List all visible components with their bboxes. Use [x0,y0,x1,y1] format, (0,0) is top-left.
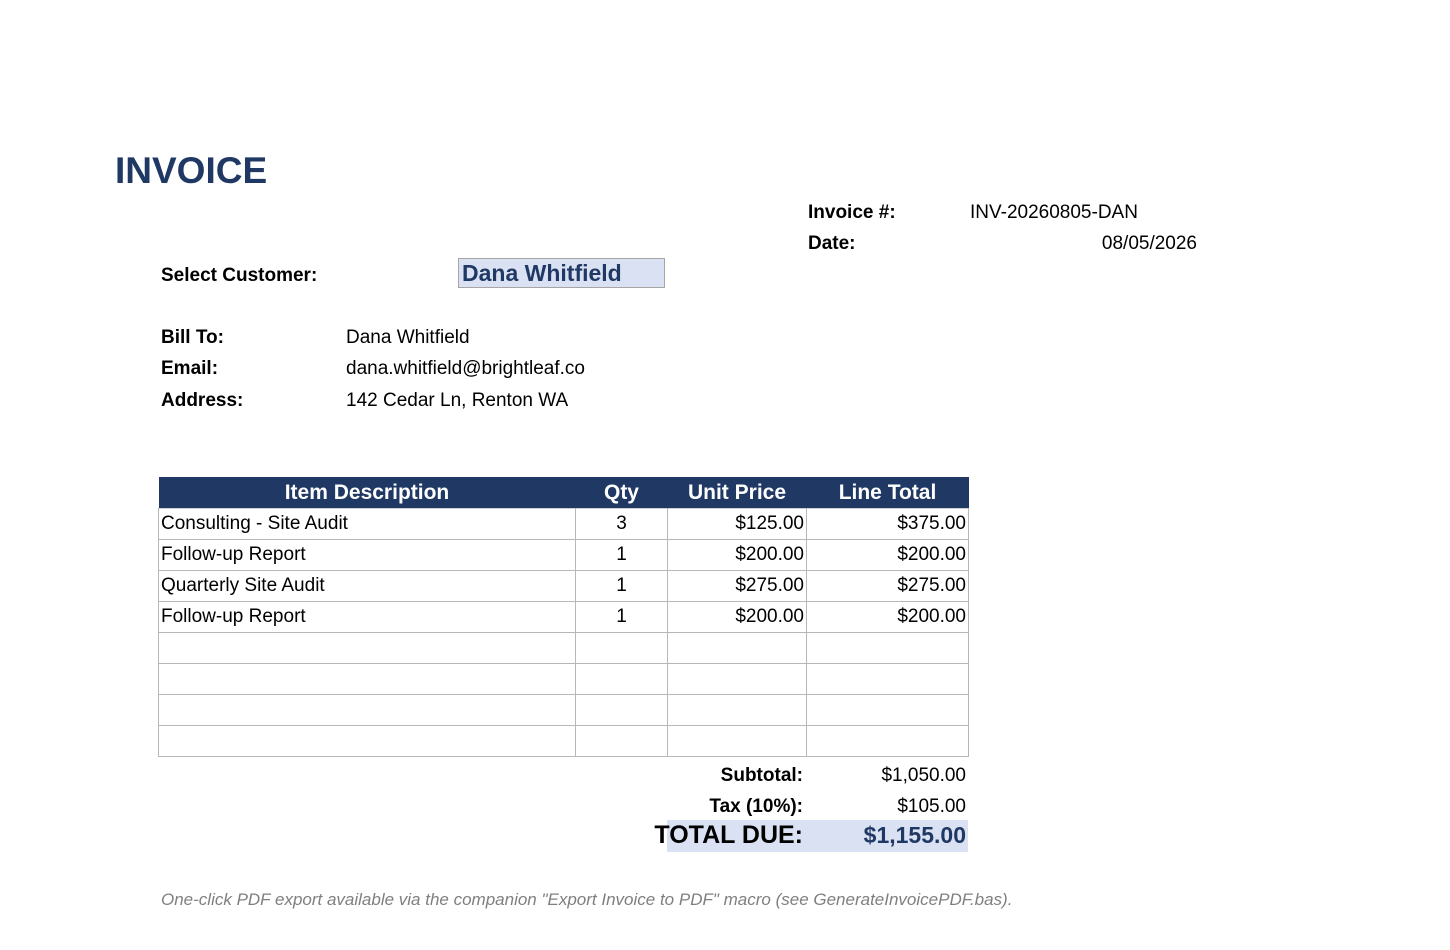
tax-label: Tax (10%): [709,796,803,817]
address-label: Address: [161,390,244,411]
header-unit-price: Unit Price [668,477,807,509]
item-description-cell[interactable] [159,664,576,695]
tax-value: $105.00 [897,796,966,817]
header-qty: Qty [576,477,668,509]
item-description-cell[interactable]: Follow-up Report [159,602,576,633]
table-row [159,602,969,633]
invoice-number-label: Invoice #: [808,202,896,223]
date-value[interactable]: 08/05/2026 [1101,233,1197,254]
date-label: Date: [808,233,856,254]
select-customer-label: Select Customer: [161,265,318,286]
unit-price-cell[interactable] [668,695,807,726]
table-header-row [159,477,969,509]
qty-cell[interactable] [576,633,668,664]
customer-select-dropdown[interactable]: Dana Whitfield [458,258,665,288]
qty-cell[interactable]: 1 [576,571,668,602]
email-value: dana.whitfield@brightleaf.co [346,358,585,379]
item-description-cell[interactable]: Follow-up Report [159,540,576,571]
line-items-table [158,477,969,757]
total-due-label: TOTAL DUE: [654,821,803,849]
unit-price-cell[interactable]: $200.00 [668,602,807,633]
pdf-export-footnote: One-click PDF export available via the companion "Export Invoice to PDF" macro (see GenerateInvoicePDF.bas). [161,890,1013,909]
qty-cell[interactable]: 3 [576,509,668,540]
invoice-number-value[interactable]: INV-20260805-DAN [970,202,1138,223]
line-total-cell[interactable]: $200.00 [807,540,969,571]
table-row [159,726,969,757]
line-total-cell[interactable]: $200.00 [807,602,969,633]
table-row [159,664,969,695]
table-row [159,571,969,602]
line-total-cell[interactable] [807,726,969,757]
line-total-cell[interactable] [807,664,969,695]
unit-price-cell[interactable] [668,664,807,695]
header-item-description: Item Description [159,477,576,509]
unit-price-cell[interactable] [668,633,807,664]
item-description-cell[interactable]: Consulting - Site Audit [159,509,576,540]
line-total-cell[interactable]: $375.00 [807,509,969,540]
subtotal-label: Subtotal: [720,765,803,786]
unit-price-cell[interactable]: $125.00 [668,509,807,540]
bill-to-label: Bill To: [161,327,224,348]
unit-price-cell[interactable]: $275.00 [668,571,807,602]
line-total-cell[interactable] [807,633,969,664]
invoice-title: INVOICE [115,150,268,191]
header-line-total: Line Total [807,477,969,509]
unit-price-cell[interactable]: $200.00 [668,540,807,571]
line-total-cell[interactable]: $275.00 [807,571,969,602]
item-description-cell[interactable]: Quarterly Site Audit [159,571,576,602]
total-due-value: $1,155.00 [863,822,966,848]
item-description-cell[interactable] [159,695,576,726]
unit-price-cell[interactable] [668,726,807,757]
table-row [159,633,969,664]
line-total-cell[interactable] [807,695,969,726]
item-description-cell[interactable] [159,633,576,664]
qty-cell[interactable] [576,726,668,757]
address-value: 142 Cedar Ln, Renton WA [346,390,569,411]
table-row [159,540,969,571]
qty-cell[interactable] [576,664,668,695]
table-row [159,509,969,540]
item-description-cell[interactable] [159,726,576,757]
bill-to-value: Dana Whitfield [346,327,470,348]
table-row [159,695,969,726]
subtotal-value: $1,050.00 [881,765,966,786]
qty-cell[interactable]: 1 [576,602,668,633]
qty-cell[interactable]: 1 [576,540,668,571]
qty-cell[interactable] [576,695,668,726]
email-label: Email: [161,358,219,379]
